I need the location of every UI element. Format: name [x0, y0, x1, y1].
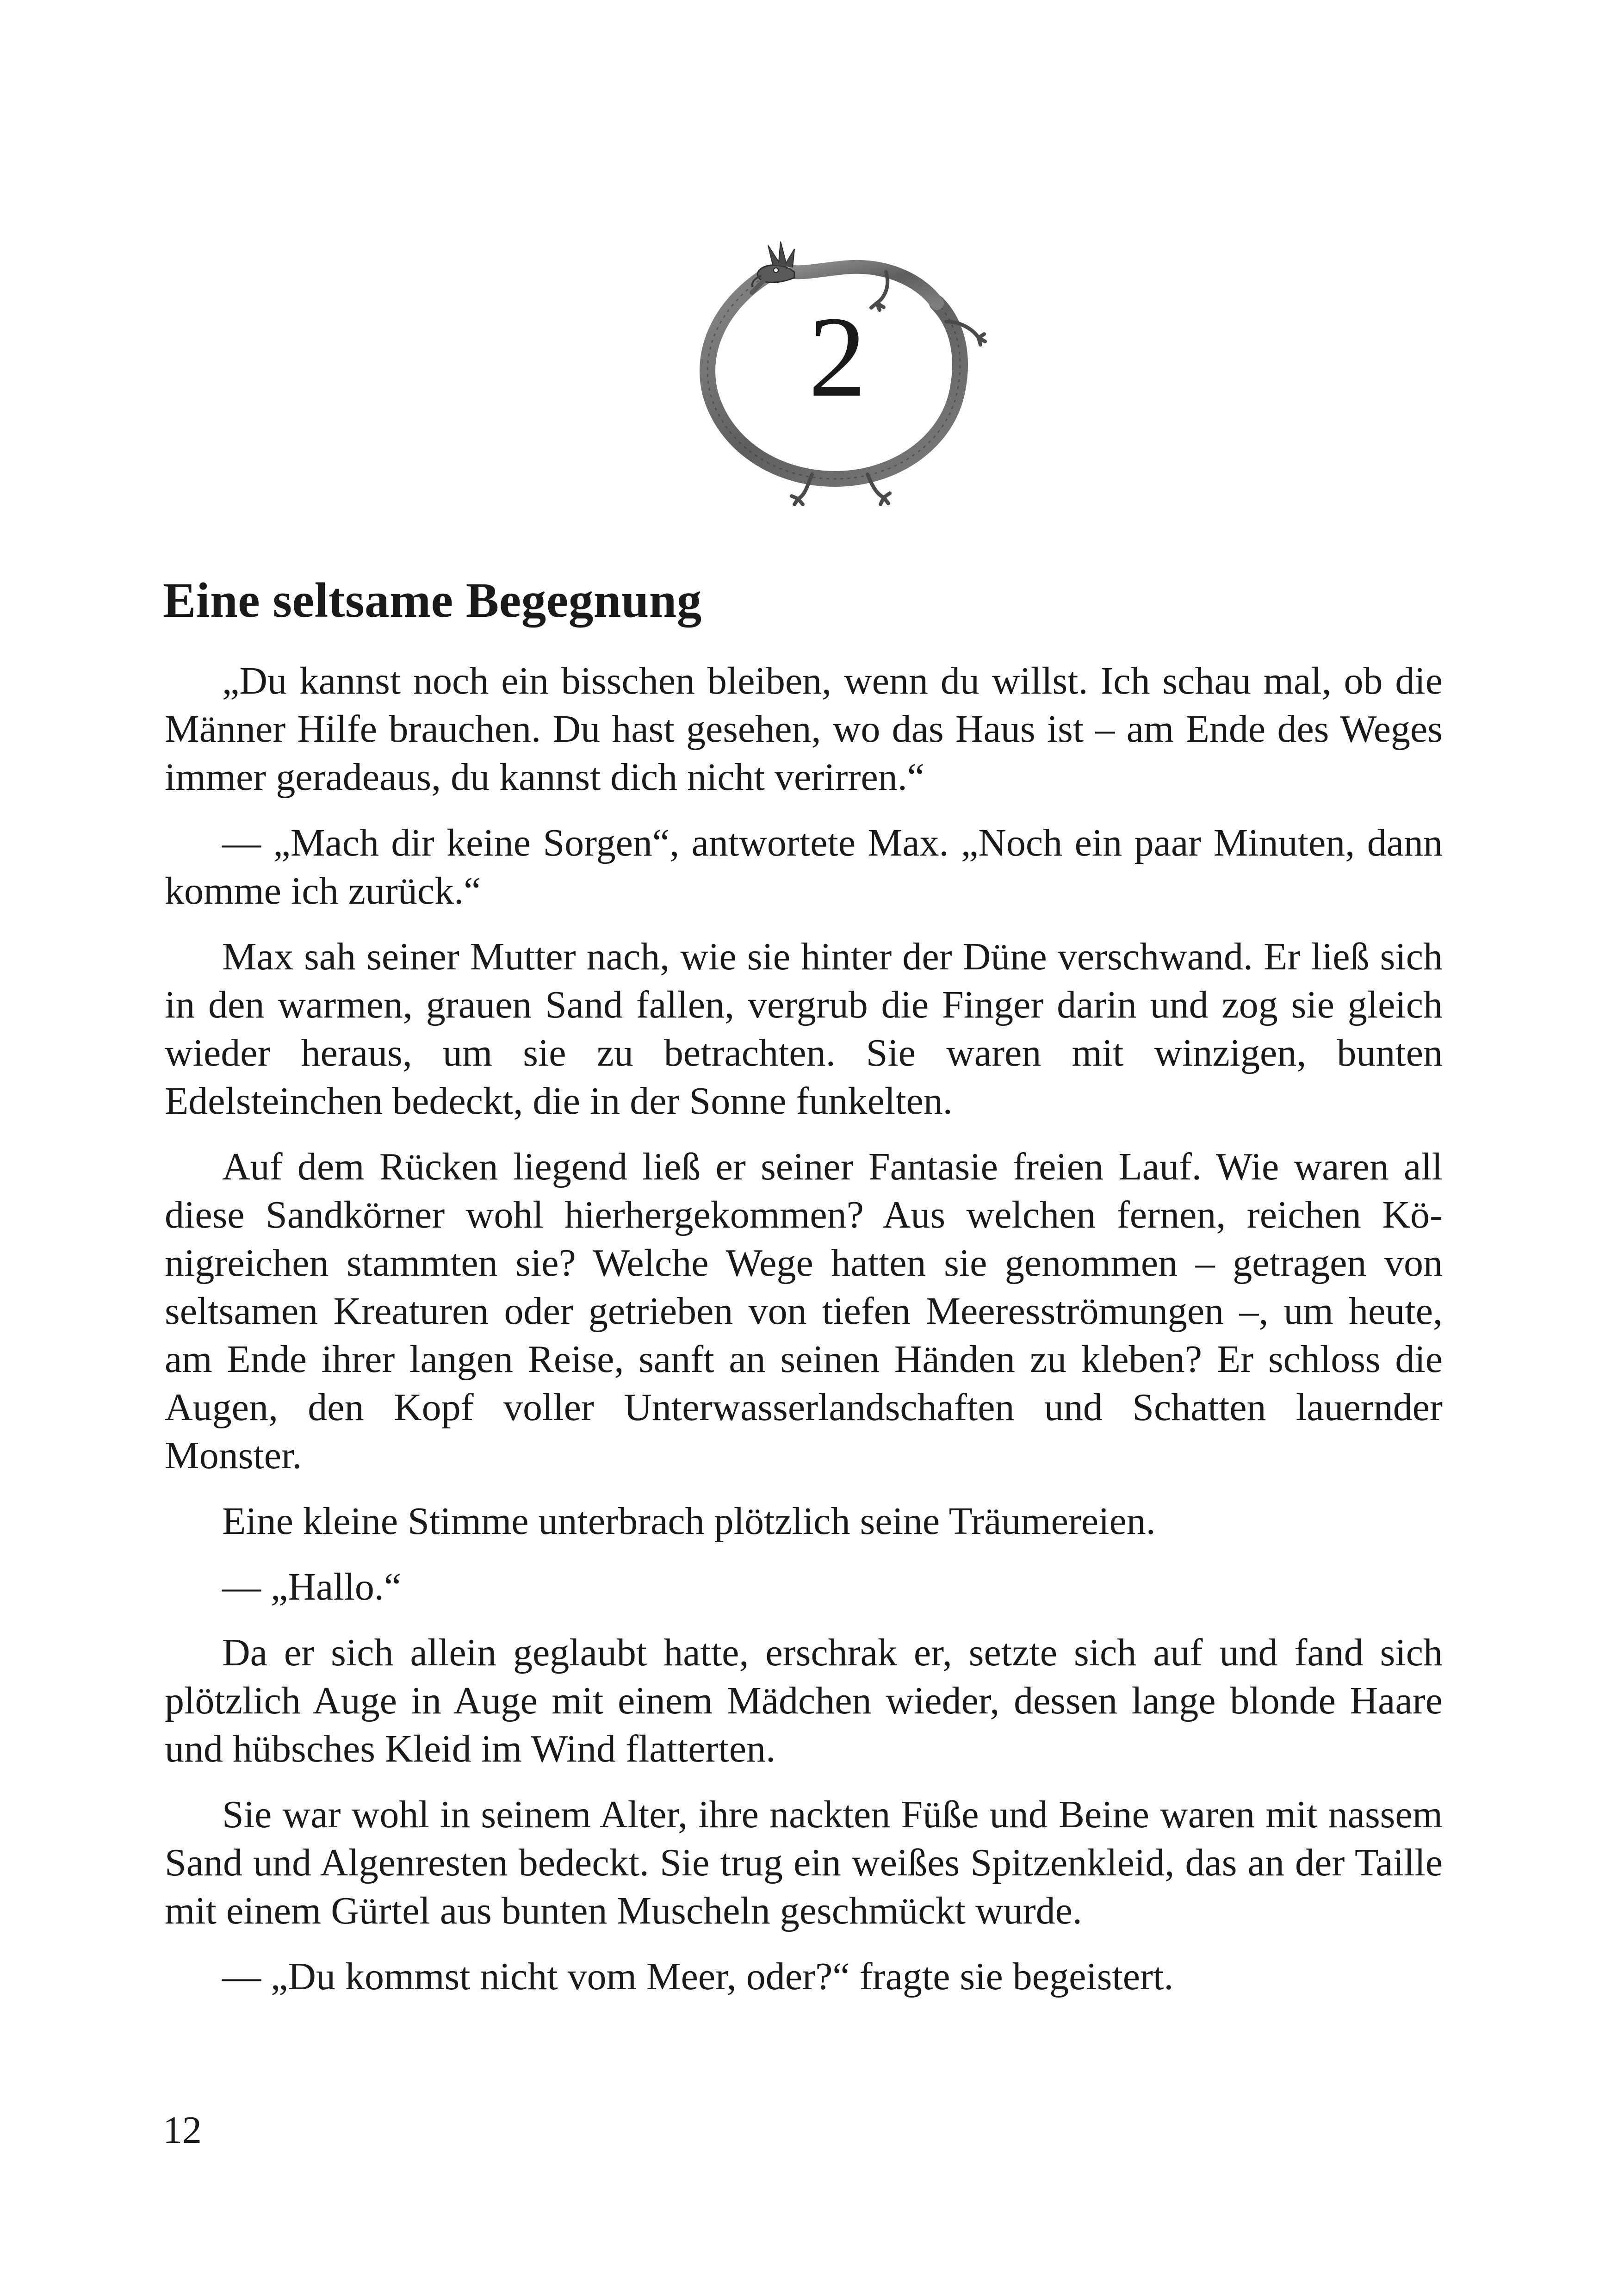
chapter-emblem — [673, 213, 997, 509]
paragraph: Sie war wohl in seinem Alter, ihre nackten Füße und Beine waren mit nassem Sand und Algenresten bedeckt. Sie trug ein weißes Spitzenkleid, das an der Taille mit einem Gürtel aus bunten Muscheln geschmückt wurde. — [165, 1793, 1443, 1932]
paragraph: Da er sich allein geglaubt hatte, erschrak er, setzte sich auf und fand sich plötzlich Auge in Auge mit einem Mädchen wieder, dessen lange blonde Haare und hübsches Kleid im Wind flatterten. — [165, 1631, 1443, 1770]
paragraph: — „Du kommst nicht vom Meer, oder?“ fragte sie begeistert. — [222, 1955, 1174, 1998]
chapter-title: Eine seltsame Begegnung — [163, 573, 702, 628]
paragraph: Max sah seiner Mutter nach, wie sie hinter der Düne verschwand. Er ließ sich in den warmen, grauen Sand fallen, vergrub die Finger darin und zog sie gleich wieder heraus, um sie zu betrachten. Sie waren mit winzigen, bunten Edelsteinchen bedeckt, die in der Sonne funkelten. — [165, 935, 1443, 1123]
paragraph: — „Hallo.“ — [222, 1565, 402, 1608]
paragraph: Auf dem Rücken liegend ließ er seiner Fantasie freien Lauf. Wie waren all diese Sandkörner wohl hierhergekommen? Aus welchen fernen, reichen Königreichen stammten sie? Welche Wege hatten sie genommen – getragen von seltsamen Kreaturen oder getrieben von tiefen Meeresströmungen –, um heute, am Ende ihrer langen Reise, sanft an seinen Händen zu kleben? Er schloss die Augen, den Kopf voller Unterwasserlandschaften und Schatten lauernder Monster. — [165, 1145, 1443, 1477]
paragraph: „Du kannst noch ein bisschen bleiben, wenn du willst. Ich schau mal, ob die Männer Hilfe brauchen. Du hast gesehen, wo das Haus ist – am Ende des Weges immer geradeaus, du kannst dich nicht verirren.“ — [165, 659, 1443, 799]
paragraph: Eine kleine Stimme unterbrach plötzlich seine Träumereien. — [222, 1500, 1156, 1543]
chapter-body — [165, 657, 1443, 2018]
chapter-number: 2 — [808, 293, 867, 421]
page-number: 12 — [163, 2109, 202, 2152]
ouroboros-dragon-icon — [673, 213, 997, 509]
paragraph: — „Mach dir keine Sorgen“, antwortete Max. „Noch ein paar Minuten, dann komme ich zurück.“ — [165, 821, 1443, 912]
